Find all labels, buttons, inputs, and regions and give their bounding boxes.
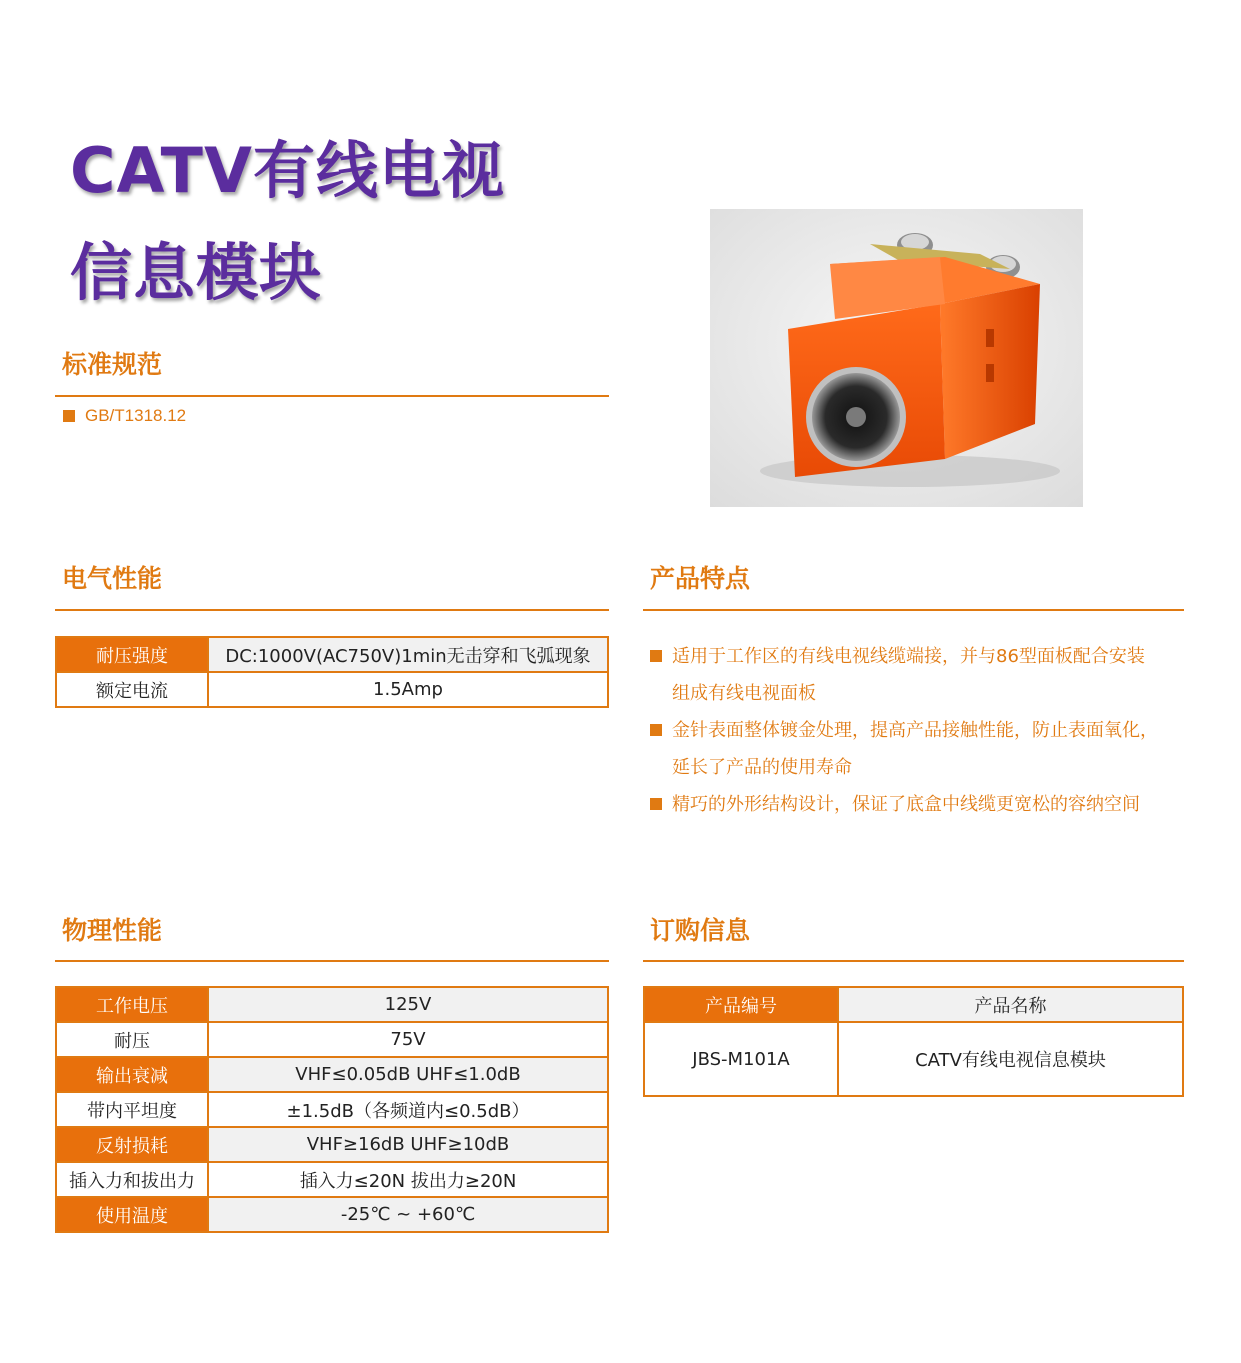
feature-text: 组成有线电视面板	[672, 683, 816, 704]
electrical-rule	[55, 609, 609, 611]
page-title-line-2: 信息模块	[70, 236, 323, 309]
standards-item-text: GB/T1318.12	[85, 406, 187, 425]
table-value: DC:1000V(AC750V)1min无击穿和飞弧现象	[208, 637, 608, 672]
table-row	[56, 1162, 608, 1197]
table-header-code: 产品编号	[644, 987, 838, 1022]
table-label: 耐压	[56, 1022, 208, 1057]
standards-heading: 标准规范	[62, 350, 163, 379]
table-label: 带内平坦度	[56, 1092, 208, 1127]
list-item	[650, 786, 1195, 823]
table-label: 工作电压	[56, 987, 208, 1022]
table-label: 输出衰减	[56, 1057, 208, 1092]
physical-table	[55, 986, 609, 1233]
table-value: 75V	[208, 1022, 608, 1057]
table-row	[56, 1057, 608, 1092]
square-bullet-icon	[63, 410, 75, 422]
electrical-heading: 电气性能	[62, 564, 163, 593]
list-item	[650, 712, 1195, 786]
table-value: ±1.5dB（各频道内≤0.5dB）	[208, 1092, 608, 1127]
table-value: VHF≥16dB UHF≥10dB	[208, 1127, 608, 1162]
table-row	[56, 637, 608, 672]
table-value: -25℃ ~ +60℃	[208, 1197, 608, 1232]
features-list	[650, 638, 1195, 823]
product-name: CATV有线电视信息模块	[838, 1022, 1183, 1096]
feature-text: 延长了产品的使用寿命	[672, 757, 852, 778]
standards-item	[63, 406, 186, 426]
product-photo	[710, 209, 1083, 507]
square-bullet-icon	[650, 724, 662, 736]
page-title-line-1: CATV有线电视	[70, 134, 505, 207]
table-row	[56, 672, 608, 707]
feature-text: 适用于工作区的有线电视线缆端接，并与86型面板配合安装	[672, 646, 1145, 667]
table-row	[56, 1197, 608, 1232]
list-item	[650, 638, 1195, 712]
table-header-name: 产品名称	[838, 987, 1183, 1022]
table-value: 1.5Amp	[208, 672, 608, 707]
feature-text: 金针表面整体镀金处理，提高产品接触性能，防止表面氧化，	[672, 720, 1158, 741]
feature-text: 精巧的外形结构设计，保证了底盒中线缆更宽松的容纳空间	[672, 794, 1140, 815]
table-label: 使用温度	[56, 1197, 208, 1232]
table-value: 125V	[208, 987, 608, 1022]
ordering-table	[643, 986, 1184, 1097]
features-heading: 产品特点	[650, 564, 751, 593]
square-bullet-icon	[650, 650, 662, 662]
table-value: 插入力≤20N 拔出力≥20N	[208, 1162, 608, 1197]
physical-heading: 物理性能	[62, 916, 163, 945]
standards-rule	[55, 395, 609, 397]
table-row	[644, 1022, 1183, 1096]
electrical-table	[55, 636, 609, 708]
table-row	[56, 987, 608, 1022]
table-value: VHF≤0.05dB UHF≤1.0dB	[208, 1057, 608, 1092]
table-row	[56, 1127, 608, 1162]
square-bullet-icon	[650, 798, 662, 810]
features-rule	[643, 609, 1184, 611]
table-label: 耐压强度	[56, 637, 208, 672]
table-header-row	[644, 987, 1183, 1022]
table-row	[56, 1092, 608, 1127]
ordering-rule	[643, 960, 1184, 962]
physical-rule	[55, 960, 609, 962]
product-code: JBS-M101A	[644, 1022, 838, 1096]
table-label: 额定电流	[56, 672, 208, 707]
table-row	[56, 1022, 608, 1057]
ordering-heading: 订购信息	[650, 916, 751, 945]
table-label: 反射损耗	[56, 1127, 208, 1162]
table-label: 插入力和拔出力	[56, 1162, 208, 1197]
